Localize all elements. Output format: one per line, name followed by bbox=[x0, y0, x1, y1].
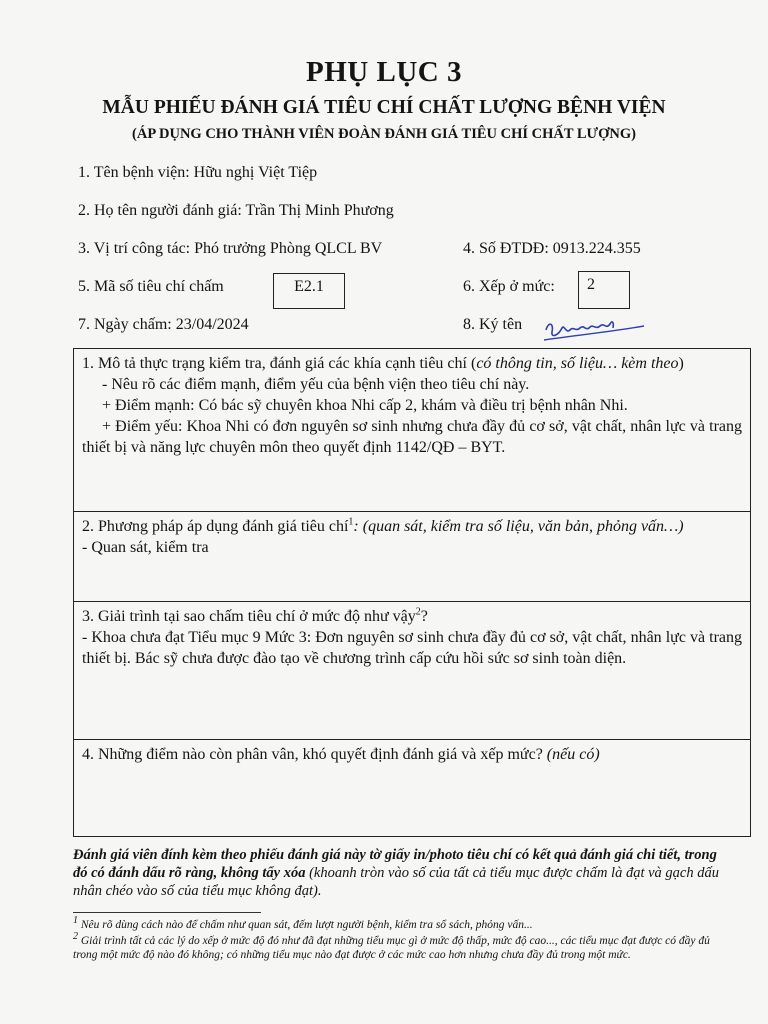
level-box bbox=[578, 271, 630, 309]
section-1-strengths: + Điểm mạnh: Có bác sỹ chuyên khoa Nhi cấp 2, khám và điều trị bệnh nhân Nhi. bbox=[102, 397, 628, 414]
phone-field: 4. Số ĐTDĐ: 0913.224.355 bbox=[463, 240, 641, 257]
level-value: 2 bbox=[587, 276, 595, 293]
section-2-heading: 2. Phương pháp áp dụng đánh giá tiêu chí bbox=[82, 518, 349, 535]
criterion-value: E2.1 bbox=[294, 278, 324, 295]
section-method bbox=[73, 511, 751, 601]
handwritten-signature bbox=[540, 312, 650, 348]
footnote-ref-2: 2 bbox=[415, 606, 421, 618]
page-title: PHỤ LỤC 3 bbox=[306, 56, 462, 88]
section-3-line: - Khoa chưa đạt Tiểu mục 9 Mức 3: Đơn nguyên sơ sinh chưa đầy đủ cơ sở, vật chất, nhân lực và trang thiết bị. Bác sỹ chưa được đào tạo về chương trình cấp cứu hồi sức sơ sinh toàn diện. bbox=[82, 629, 742, 667]
footnote-2-text: Giải trình tất cả các lý do xếp ở mức độ đó như đã đạt những tiểu mục gì ở mức độ thấp, mức độ cao..., các tiểu mục đạt được có đầy đủ trong một mức độ nào đó không; có những tiểu mục nào đạt được ở các mức cao hơn nhưng chưa đầy đủ trong một mức. bbox=[73, 935, 710, 961]
level-label: 6. Xếp ở mức: bbox=[463, 278, 555, 295]
form-subtitle: MẪU PHIẾU ĐÁNH GIÁ TIÊU CHÍ CHẤT LƯỢNG BỆNH VIỆN bbox=[102, 97, 666, 118]
signature-label: 8. Ký tên bbox=[463, 316, 523, 333]
section-1-heading: 1. Mô tả thực trạng kiểm tra, đánh giá các khía cạnh tiêu chí ( bbox=[82, 355, 477, 372]
footnote-1 bbox=[73, 915, 733, 932]
section-description bbox=[73, 348, 751, 511]
section-1-weaknesses: + Điểm yếu: Khoa Nhi có đơn nguyên sơ sinh nhưng chưa đầy đủ cơ sở, vật chất, nhân lực và trang thiết bị và năng lực chuyên môn theo quyết định 1142/QĐ – BYT. bbox=[82, 418, 742, 456]
evaluator-field: 2. Họ tên người đánh giá: Trần Thị Minh Phương bbox=[78, 202, 394, 219]
position-field: 3. Vị trí công tác: Phó trưởng Phòng QLCL BV bbox=[78, 240, 383, 257]
footnote-ref-1: 1 bbox=[348, 516, 354, 528]
section-3-heading-end: ? bbox=[420, 608, 428, 625]
evaluator-note bbox=[73, 846, 733, 900]
section-justification bbox=[73, 601, 751, 739]
footnote-2 bbox=[73, 931, 733, 962]
criterion-box bbox=[273, 273, 345, 309]
section-uncertainties bbox=[73, 739, 751, 837]
criterion-label: 5. Mã số tiêu chí chấm bbox=[78, 278, 224, 295]
section-4-heading-italic: (nếu có) bbox=[546, 746, 600, 763]
form-scope-note: (ÁP DỤNG CHO THÀNH VIÊN ĐOÀN ĐÁNH GIÁ TIÊU CHÍ CHẤT LƯỢNG) bbox=[132, 126, 636, 142]
section-1-line: - Nêu rõ các điểm mạnh, điểm yếu của bệnh viện theo tiêu chí này. bbox=[102, 376, 530, 393]
section-1-heading-end: ) bbox=[678, 355, 684, 372]
footnote-2-mark: 2 bbox=[73, 931, 78, 943]
footnote-1-text: Nêu rõ dùng cách nào để chấm như quan sát, đếm lượt người bệnh, kiểm tra sổ sách, phỏng vấn... bbox=[78, 919, 533, 931]
section-2-line: - Quan sát, kiểm tra bbox=[82, 539, 209, 556]
section-2-heading-italic: : (quan sát, kiểm tra số liệu, văn bản, phỏng vấn…) bbox=[353, 518, 684, 535]
section-4-heading: 4. Những điểm nào còn phân vân, khó quyết định đánh giá và xếp mức? bbox=[82, 746, 547, 763]
footnote-1-mark: 1 bbox=[73, 915, 78, 927]
evaluator-note-bold: Đánh giá viên đính kèm theo phiếu đánh giá này tờ giấy in/photo tiêu chí có kết quả đánh giá chi tiết, trong đó có đánh dấu rõ ràng, không tẩy xóa bbox=[73, 847, 717, 881]
date-field: 7. Ngày chấm: 23/04/2024 bbox=[78, 316, 249, 333]
hospital-field: 1. Tên bệnh viện: Hữu nghị Việt Tiệp bbox=[78, 164, 318, 181]
footnote-divider bbox=[73, 912, 261, 913]
section-1-heading-italic: có thông tin, số liệu… kèm theo bbox=[476, 355, 679, 372]
evaluator-note-rest: (khoanh tròn vào số của tất cả tiểu mục được chấm là đạt và gạch dấu nhân chéo vào số của tiểu mục không đạt). bbox=[73, 865, 719, 899]
section-3-heading: 3. Giải trình tại sao chấm tiêu chí ở mức độ như vậy bbox=[82, 608, 416, 625]
